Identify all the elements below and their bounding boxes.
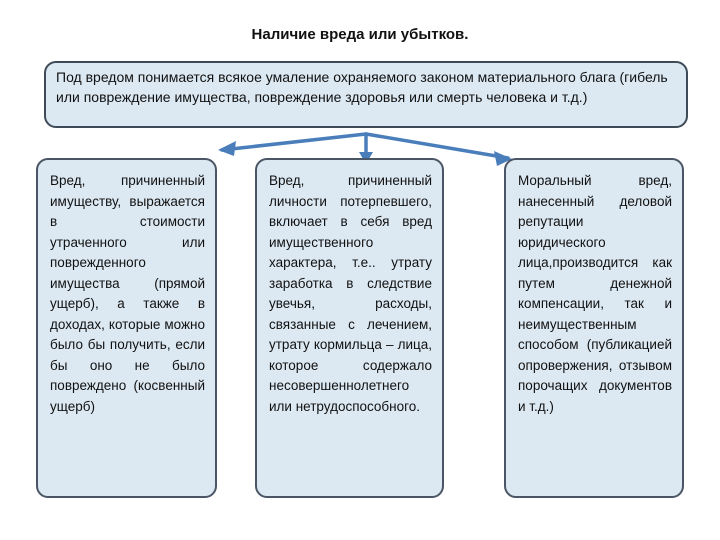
definition-box: Под вредом понимается всякое умаление охраняемого законом материального блага (гибель или повреждение имущества, повреждение здоровья или смерть человека и т.д.)	[44, 61, 688, 128]
property-damage-box: Вред, причиненный имуществу, выражается в стоимости утраченного или поврежденного имущества (прямой ущерб), а также в доходах, которые можно было бы получить, если бы оно не было повреждено (косвенный ущерб)	[36, 158, 217, 498]
arrow-right	[366, 134, 508, 158]
arrowhead-left	[218, 141, 236, 156]
diagram-title: Наличие вреда или убытков.	[251, 26, 469, 43]
personal-harm-box: Вред, причиненный личности потерпевшего, включает в себя вред имущественного характера, т.е.. утрату заработка в следствие увечья, расходы, связанные с лечением, утрату кормильца – лица, которое содержало несовершеннолетнего или нетрудоспособного.	[255, 158, 444, 498]
arrow-left	[222, 134, 366, 150]
moral-damage-box: Моральный вред, нанесенный деловой репутации юридического лица,производится как путем денежной компенсации, так и неимущественным способом (публикацией опровержения, отзывом порочащих документов и т.д.)	[504, 158, 684, 498]
